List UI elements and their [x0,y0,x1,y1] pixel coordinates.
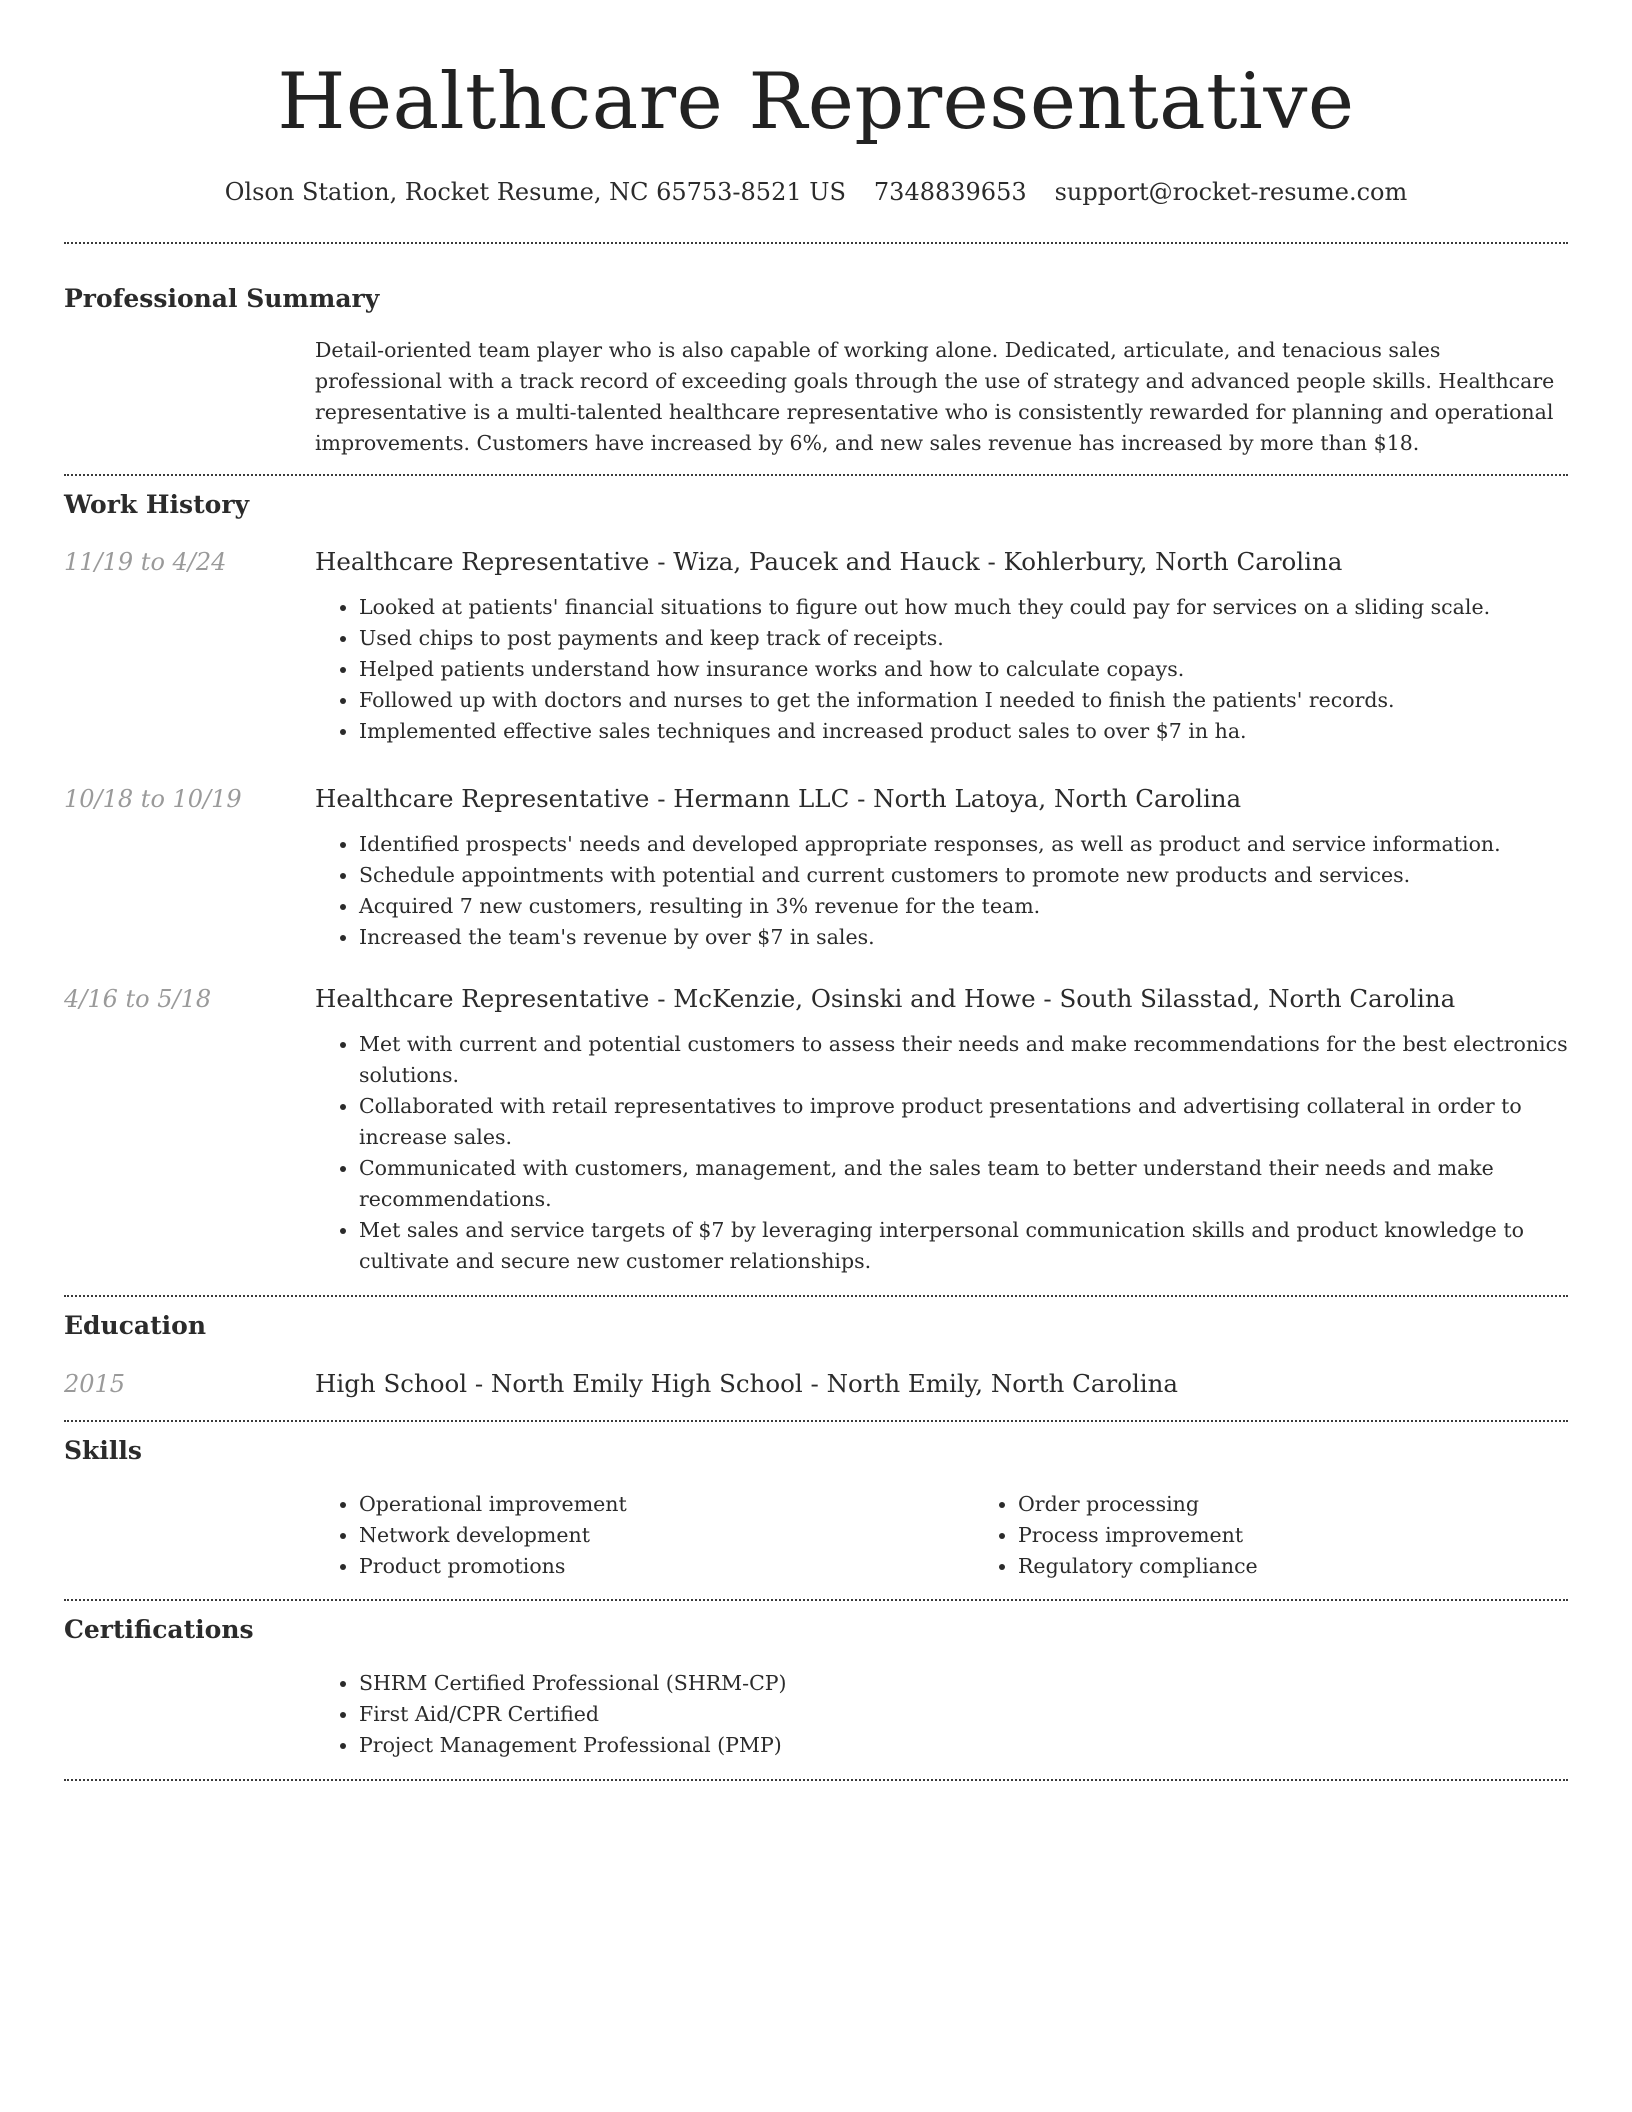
education-section [64,1297,1568,1400]
contact-address: Olson Station, Rocket Resume, NC 65753-8521 US [224,178,846,206]
job-heading: Healthcare Representative - Hermann LLC - North Latoya, North Carolina [315,784,1242,813]
list-item: • Acquired 7 new customers, resulting in 3% revenue for the team. [359,891,1568,922]
education-heading: High School - North Emily High School - North Emily, North Carolina [315,1369,1179,1398]
list-item: • Collaborated with retail representatives to improve product presentations and advertising collateral in order to increase sales. [359,1091,1568,1153]
job-dates: 4/16 to 5/18 [64,985,212,1013]
section-title-summary: Professional Summary [64,284,380,313]
job-dates: 11/19 to 4/24 [64,548,227,576]
job-bullets [315,1029,1568,1277]
job-bullets [315,592,1568,747]
list-item: • Operational improvement [359,1489,974,1520]
resume-name: Healthcare Representative [277,57,1355,147]
list-item: • Schedule appointments with potential and current customers to promote new products and services. [359,860,1568,891]
list-item: • Network development [359,1520,974,1551]
list-item: • Order processing [1018,1489,1632,1520]
summary-text: Detail-oriented team player who is also capable of working alone. Dedicated, articulate, and tenacious sales professional with a track record of exceeding goals through the use of strategy and advanced people skills. Healthcare representative is a multi-talented healthcare representative who is consistently rewarded for planning and operational improvements. Customers have increased by 6%, and new sales revenue has increased by more than $18. [315,338,1555,455]
job-heading: Healthcare Representative - McKenzie, Osinski and Howe - South Silasstad, North Carolina [315,984,1456,1013]
section-divider [64,1779,1568,1781]
list-item: • Used chips to post payments and keep track of receipts. [359,623,1568,654]
section-title-education: Education [64,1311,207,1340]
job-heading: Healthcare Representative - Wiza, Paucek and Hauck - Kohlerbury, North Carolina [315,547,1343,576]
summary-section [64,244,1568,459]
list-item: • Increased the team's revenue by over $7 in sales. [359,922,1568,953]
list-item: • Regulatory compliance [1018,1551,1632,1582]
list-item: • Met sales and service targets of $7 by leveraging interpersonal communication skills and product knowledge to cultivate and secure new customer relationships. [359,1215,1568,1277]
list-item: • Looked at patients' financial situations to figure out how much they could pay for services on a sliding scale. [359,592,1568,623]
skills-section [64,1422,1568,1582]
education-year: 2015 [64,1370,126,1398]
skills-left-spacer [64,1489,315,1582]
certifications-list [315,1668,1568,1761]
education-entry [64,1368,1568,1400]
list-item: • SHRM Certified Professional (SHRM-CP) [359,1668,1568,1699]
section-title-work-history: Work History [64,490,250,519]
list-item: • Communicated with customers, management, and the sales team to better understand their needs and make recommendations. [359,1153,1568,1215]
job-dates: 10/18 to 10/19 [64,785,242,813]
contact-email: support@rocket-resume.com [1054,178,1408,206]
certifications-left-spacer [64,1668,315,1761]
list-item: • Identified prospects' needs and developed appropriate responses, as well as product and service information. [359,829,1568,860]
job-entry [64,546,1568,747]
section-title-skills: Skills [64,1436,142,1465]
list-item: • Helped patients understand how insurance works and how to calculate copays. [359,654,1568,685]
contact-phone: 7348839653 [873,178,1027,206]
list-item: • Project Management Professional (PMP) [359,1730,1568,1761]
job-entry [64,783,1568,953]
work-history-section [64,476,1568,1277]
section-title-certifications: Certifications [64,1615,254,1644]
summary-left-spacer [64,335,315,459]
skills-list-left [315,1489,974,1582]
contact-line [64,176,1568,208]
list-item: • Followed up with doctors and nurses to get the information I needed to finish the patients' records. [359,685,1568,716]
skills-list-right [974,1489,1632,1582]
list-item: • First Aid/CPR Certified [359,1699,1568,1730]
certifications-section [64,1601,1568,1761]
list-item: • Product promotions [359,1551,974,1582]
job-entry [64,983,1568,1277]
list-item: • Met with current and potential customers to assess their needs and make recommendations for the best electronics solutions. [359,1029,1568,1091]
list-item: • Implemented effective sales techniques and increased product sales to over $7 in ha. [359,716,1568,747]
job-bullets [315,829,1568,953]
list-item: • Process improvement [1018,1520,1632,1551]
